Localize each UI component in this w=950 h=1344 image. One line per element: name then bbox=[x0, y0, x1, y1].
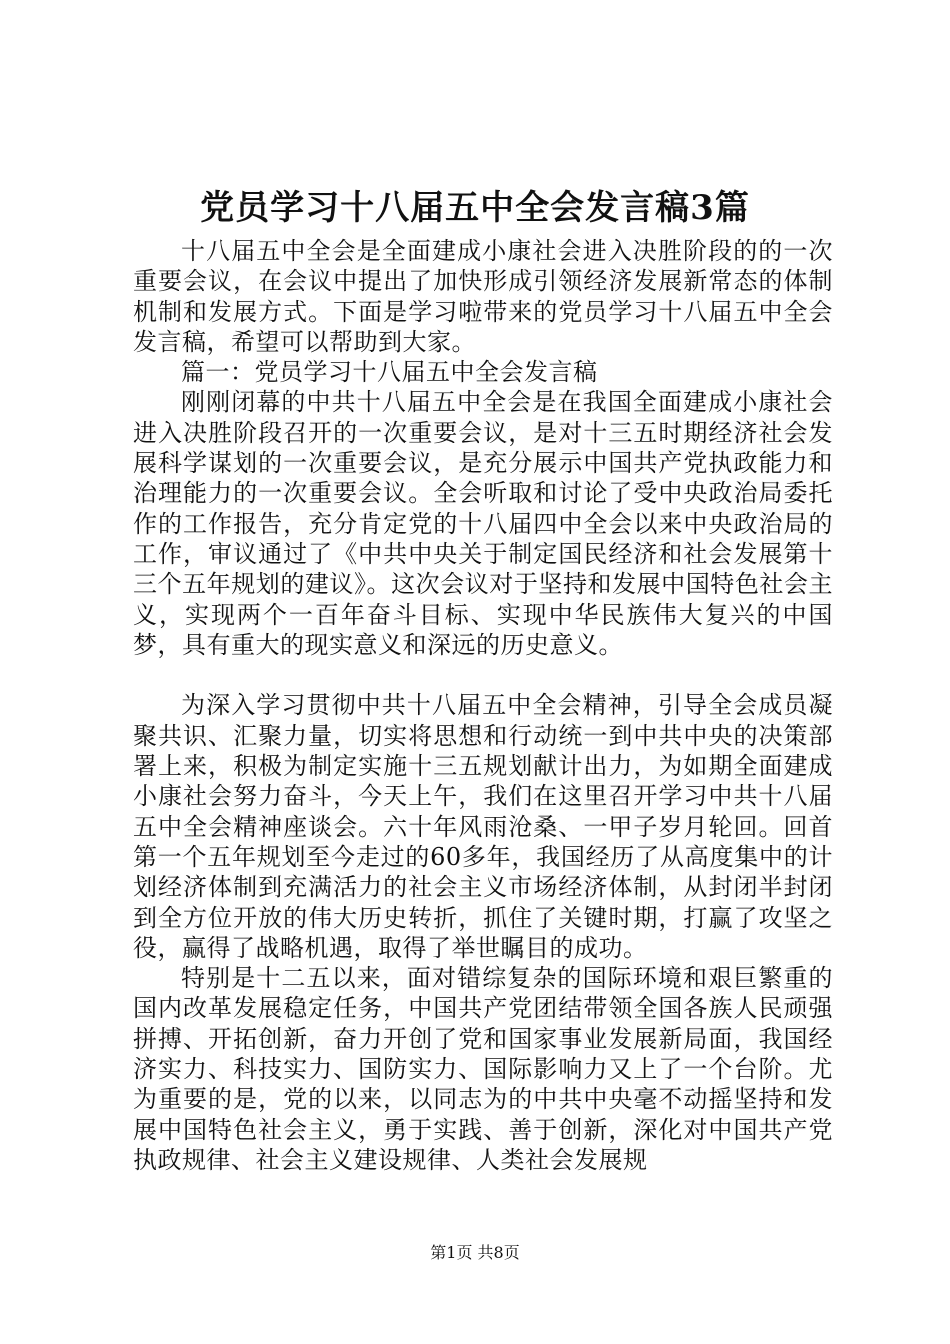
document-body bbox=[133, 236, 833, 1175]
document-title: 党员学习十八届五中全会发言稿3篇 bbox=[200, 188, 750, 228]
body-paragraph-2: 为深入学习贯彻中共十八届五中全会精神，引导全会成员凝聚共识、汇聚力量，切实将思想和行动统一到中共中央的决策部署上来，积极为制定实施十三五规划献计出力，为如期全面建成小康社会努力奋斗，今天上午，我们在这里召开学习中共十八届五中全会精神座谈会。六十年风雨沧桑、一甲子岁月轮回。回首第一个五年规划至今走过的60多年，我国经历了从高度集中的计划经济体制到充满活力的社会主义市场经济体制，从封闭半封闭到全方位开放的伟大历史转折，抓住了关键时期，打赢了攻坚之役，赢得了战略机遇，取得了举世瞩目的成功。 bbox=[133, 691, 833, 962]
paragraph-spacer bbox=[133, 660, 833, 690]
intro-paragraph: 十八届五中全会是全面建成小康社会进入决胜阶段的的一次重要会议，在会议中提出了加快形成引领经济发展新常态的体制机制和发展方式。下面是学习啦带来的党员学习十八届五中全会发言稿，希望可以帮助到大家。 bbox=[133, 237, 833, 356]
body-paragraph-3: 特别是十二五以来，面对错综复杂的国际环境和艰巨繁重的国内改革发展稳定任务，中国共产党团结带领全国各族人民顽强拼搏、开拓创新，奋力开创了党和国家事业发展新局面，我国经济实力、科技实力、国防实力、国际影响力又上了一个台阶。尤为重要的是，党的以来，以同志为的中共中央毫不动摇坚持和发展中国特色社会主义，勇于实践、善于创新，深化对中国共产党执政规律、社会主义建设规律、人类社会发展规 bbox=[133, 964, 833, 1174]
page-footer: 第1页 共8页 bbox=[430, 1243, 520, 1262]
section-heading: 篇一：党员学习十八届五中全会发言稿 bbox=[181, 358, 598, 387]
body-paragraph-1: 刚刚闭幕的中共十八届五中全会是在我国全面建成小康社会进入决胜阶段召开的一次重要会议，是对十三五时期经济社会发展科学谋划的一次重要会议，是充分展示中国共产党执政能力和治理能力的一次重要会议。全会听取和讨论了受中央政治局委托作的工作报告，充分肯定党的十八届四中全会以来中央政治局的工作，审议通过了《中共中央关于制定国民经济和社会发展第十三个五年规划的建议》。这次会议对于坚持和发展中国特色社会主义，实现两个一百年奋斗目标、实现中华民族伟大复兴的中国梦，具有重大的现实意义和深远的历史意义。 bbox=[133, 388, 833, 659]
